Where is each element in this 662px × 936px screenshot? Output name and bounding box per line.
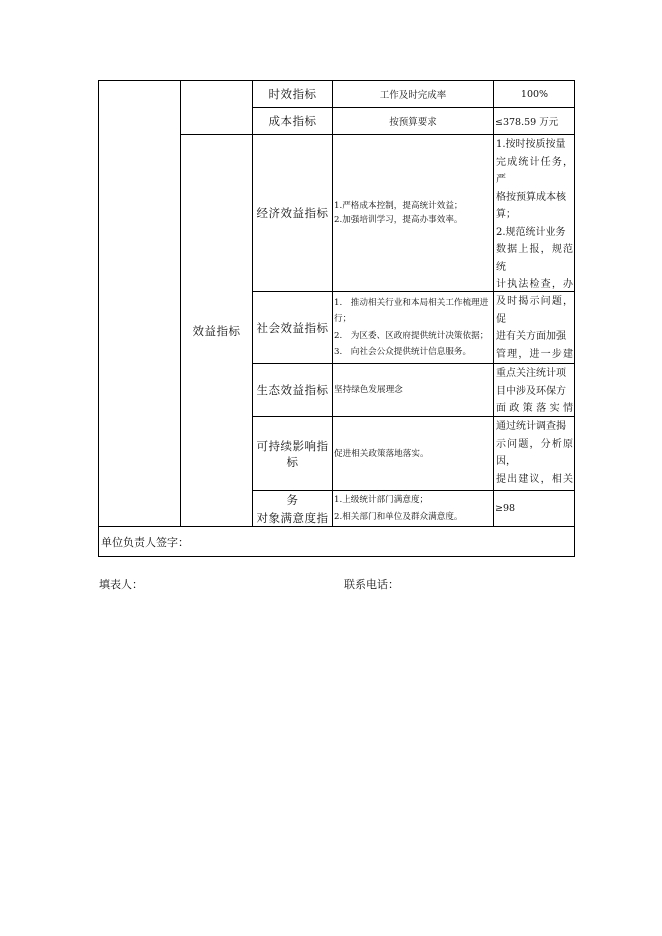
social-content-line: 1. 推动相关行业和本局相关工作梳理进 xyxy=(334,297,489,308)
economic-value-cell xyxy=(494,135,575,292)
economic-content-line: 2.加强培训学习，提高办事效率。 xyxy=(334,215,463,225)
satisfaction-indicator-cell xyxy=(253,491,333,527)
cost-content-cell xyxy=(333,108,494,135)
sustainable-value-line: 通过统计调查揭 xyxy=(496,421,566,432)
satisfaction-value: ≥98 xyxy=(495,503,516,514)
social-content-cell xyxy=(333,292,494,364)
social-content-line: 3. 向社会公众提供统计信息服务。 xyxy=(334,347,472,357)
timeliness-content: 工作及时完成率 xyxy=(379,90,447,101)
timeliness-value: 100% xyxy=(520,88,549,100)
timeliness-indicator-cell xyxy=(253,81,333,108)
satisfaction-indicator-line: 对象满意度指 xyxy=(256,510,329,525)
blank-column-cell xyxy=(99,81,181,527)
satisfaction-content-cell xyxy=(333,491,494,527)
economic-value-line: 算； xyxy=(496,209,516,220)
economic-content-line: 1.严格成本控制，提高统计效益； xyxy=(334,201,463,211)
filler-label: 填表人： xyxy=(99,578,143,591)
cost-indicator-cell xyxy=(253,108,333,135)
ecological-value-line: 目中涉及环保方 xyxy=(496,385,566,397)
cost-content: 按预算要求 xyxy=(389,117,437,128)
benefit-category-label: 效益指标 xyxy=(192,323,241,338)
sustainable-content-cell xyxy=(333,417,494,491)
ecological-content-cell xyxy=(333,364,494,417)
ecological-value-line: 重点关注统计项 xyxy=(496,368,566,379)
social-content-line: 行； xyxy=(334,314,352,324)
benefit-category-cell xyxy=(181,135,253,527)
economic-value-line: 完成统计任务，严 xyxy=(496,156,573,185)
ecological-content: 坚持绿色发展理念 xyxy=(334,385,403,395)
signature-label: 单位负责人签字： xyxy=(101,535,189,549)
timeliness-value-cell xyxy=(494,81,575,108)
blank-category-cell xyxy=(181,81,253,135)
sustainable-indicator: 可持续影响指标 xyxy=(256,438,329,469)
sustainable-value-line: 示问题，分析原因， xyxy=(496,438,573,467)
economic-content-cell xyxy=(333,135,494,292)
social-content-line: 2. 为区委、区政府提供统计决策依据； xyxy=(334,330,489,341)
performance-table xyxy=(98,80,575,557)
cost-indicator: 成本指标 xyxy=(268,114,317,128)
social-value-line: 管理，进一步建 xyxy=(496,348,573,360)
sustainable-value-cell xyxy=(494,417,575,491)
ecological-indicator-cell xyxy=(253,364,333,417)
economic-indicator-cell xyxy=(253,135,333,292)
signature-cell xyxy=(99,527,575,556)
satisfaction-indicator-line: 务 xyxy=(286,492,299,507)
economic-value-line: 计执法检查，办 xyxy=(496,279,573,290)
timeliness-content-cell xyxy=(333,81,494,108)
satisfaction-content-line: 1.上级统计部门满意度； xyxy=(334,494,429,505)
cost-value-cell xyxy=(494,108,575,135)
economic-value-line: 格按预算成本核 xyxy=(496,191,566,203)
phone-label: 联系电话： xyxy=(344,578,399,591)
sustainable-content: 促进相关政策落地落实。 xyxy=(334,448,429,459)
economic-value-line: 数据上报，规范统 xyxy=(496,244,573,273)
sustainable-indicator-cell xyxy=(253,417,333,491)
ecological-indicator: 生态效益指标 xyxy=(256,383,329,397)
economic-value-line: 2.规范统计业务 xyxy=(496,226,566,238)
timeliness-indicator: 时效指标 xyxy=(268,87,317,101)
social-value-line: 及时揭示问题，促 xyxy=(496,296,573,325)
ecological-value-line: 面政策落实情 xyxy=(496,403,573,414)
social-value-line: 进有关方面加强 xyxy=(496,331,566,342)
economic-indicator: 经济效益指标 xyxy=(256,206,329,220)
ecological-value-cell xyxy=(494,364,575,417)
sustainable-value-line: 提出建议，相关 xyxy=(496,473,573,485)
cost-value: ≤378.59 万元 xyxy=(495,117,559,128)
social-value-cell xyxy=(494,292,575,364)
satisfaction-value-cell xyxy=(494,491,575,527)
satisfaction-content-line: 2.相关部门和单位及群众满意度。 xyxy=(334,511,463,522)
economic-value-line: 1.按时按质按量 xyxy=(496,139,566,150)
social-indicator-cell xyxy=(253,292,333,364)
social-indicator: 社会效益指标 xyxy=(256,320,329,335)
